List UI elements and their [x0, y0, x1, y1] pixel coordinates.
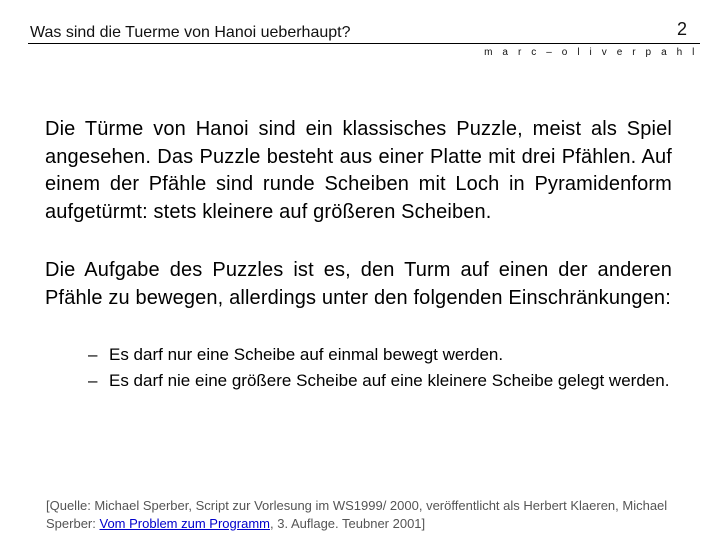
list-item [88, 368, 672, 394]
paragraph-task: Die Aufgabe des Puzzles ist es, den Turm auf einen der anderen Pfähle zu bewegen, allerdings unter den folgenden Einschränkungen: [45, 259, 672, 309]
book-link[interactable]: Vom Problem zum Programm [99, 516, 270, 531]
source-prefix: [Quelle: Michael Sperber, Script zur Vorlesung im WS1999/ 2000, veröffentlicht als Herbert Klaeren, Michael Sperber: [46, 498, 668, 531]
bullet-dash: – [88, 345, 98, 364]
rules-list [88, 342, 672, 394]
source-citation [46, 497, 686, 533]
page-number: 2 [676, 19, 687, 39]
rule-text: Es darf nie eine größere Scheibe auf eine kleinere Scheibe gelegt werden. [109, 371, 670, 390]
paragraph-intro: Die Türme von Hanoi sind ein klassisches Puzzle, meist als Spiel angesehen. Das Puzzle besteht aus einer Platte mit drei Pfählen. Auf einem der Pfähle sind runde Scheiben mit Loch in Pyramidenform aufgetürmt: stets kleinere auf größeren Scheiben. [45, 118, 672, 223]
source-suffix: , 3. Auflage. Teubner 2001] [269, 516, 426, 531]
slide-title: Was sind die Tuerme von Hanoi ueberhaupt? [30, 24, 351, 41]
list-item [88, 342, 672, 368]
header-divider [28, 43, 700, 44]
rule-text: Es darf nur eine Scheibe auf einmal bewegt werden. [109, 345, 504, 364]
author-name: m a r c – o l i v e r p a h l [484, 47, 698, 58]
bullet-dash: – [88, 371, 98, 390]
